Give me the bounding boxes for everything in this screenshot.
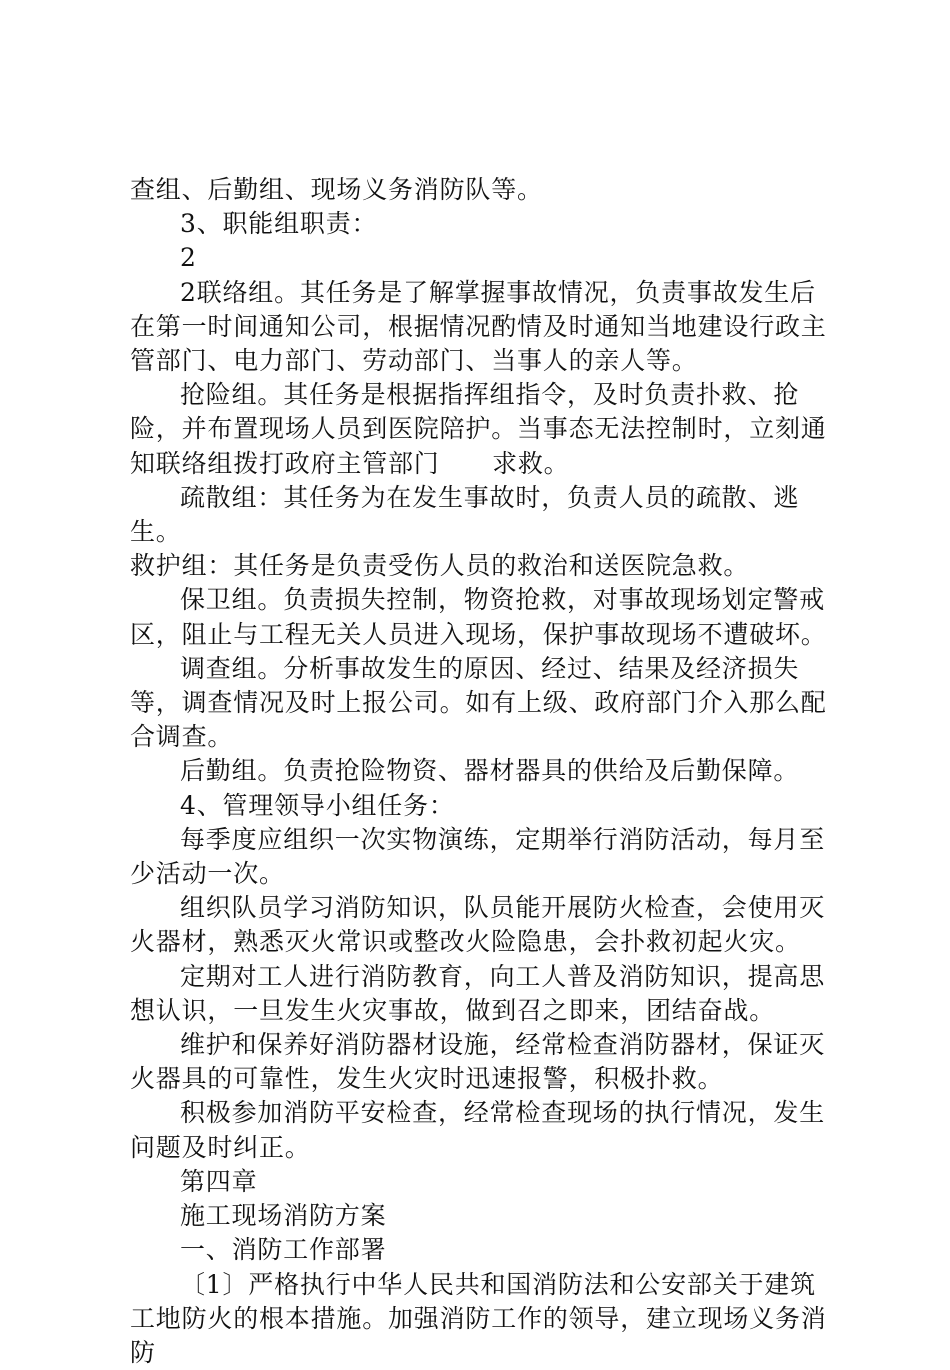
document-body xyxy=(130,173,830,1370)
paragraph: 疏散组：其任务为在发生事故时，负责人员的疏散、逃生。 xyxy=(130,481,830,549)
paragraph: 每季度应组织一次实物演练，定期举行消防活动，每月至少活动一次。 xyxy=(130,823,830,891)
paragraph: 2联络组。其任务是了解掌握事故情况，负责事故发生后在第一时间通知公司，根据情况酌情及时通知当地建设行政主管部门、电力部门、劳动部门、当事人的亲人等。 xyxy=(130,276,830,379)
paragraph: 保卫组。负责损失控制，物资抢救，对事故现场划定警戒区，阻止与工程无关人员进入现场，保护事故现场不遭破坏。 xyxy=(130,583,830,651)
paragraph: 〔1〕严格执行中华人民共和国消防法和公安部关于建筑工地防火的根本措施。加强消防工作的领导，建立现场义务消防 xyxy=(130,1268,830,1370)
paragraph: 后勤组。负责抢险物资、器材器具的供给及后勤保障。 xyxy=(130,754,830,788)
paragraph: 抢险组。其任务是根据指挥组指令，及时负责扑救、抢险，并布置现场人员到医院陪护。当事态无法控制时，立刻通知联络组拨打政府主管部门 求救。 xyxy=(130,378,830,481)
paragraph: 2 xyxy=(130,241,830,275)
paragraph: 定期对工人进行消防教育，向工人普及消防知识，提高思想认识，一旦发生火灾事故，做到召之即来，团结奋战。 xyxy=(130,960,830,1028)
paragraph: 3、职能组职责： xyxy=(130,207,830,241)
paragraph: 查组、后勤组、现场义务消防队等。 xyxy=(130,173,830,207)
paragraph: 组织队员学习消防知识，队员能开展防火检查，会使用灭火器材，熟悉灭火常识或整改火险隐患，会扑救初起火灾。 xyxy=(130,891,830,959)
section-title: 施工现场消防方案 xyxy=(130,1199,830,1233)
subsection-title: 一、消防工作部署 xyxy=(130,1233,830,1267)
paragraph: 调查组。分析事故发生的原因、经过、结果及经济损失等，调查情况及时上报公司。如有上级、政府部门介入那么配合调查。 xyxy=(130,652,830,755)
paragraph: 救护组：其任务是负责受伤人员的救治和送医院急救。 xyxy=(130,549,830,583)
paragraph: 积极参加消防平安检查，经常检查现场的执行情况，发生问题及时纠正。 xyxy=(130,1096,830,1164)
paragraph: 4、管理领导小组任务： xyxy=(130,789,830,823)
paragraph: 维护和保养好消防器材设施，经常检查消防器材，保证灭火器具的可靠性，发生火灾时迅速报警，积极扑救。 xyxy=(130,1028,830,1096)
chapter-heading: 第四章 xyxy=(130,1165,830,1199)
